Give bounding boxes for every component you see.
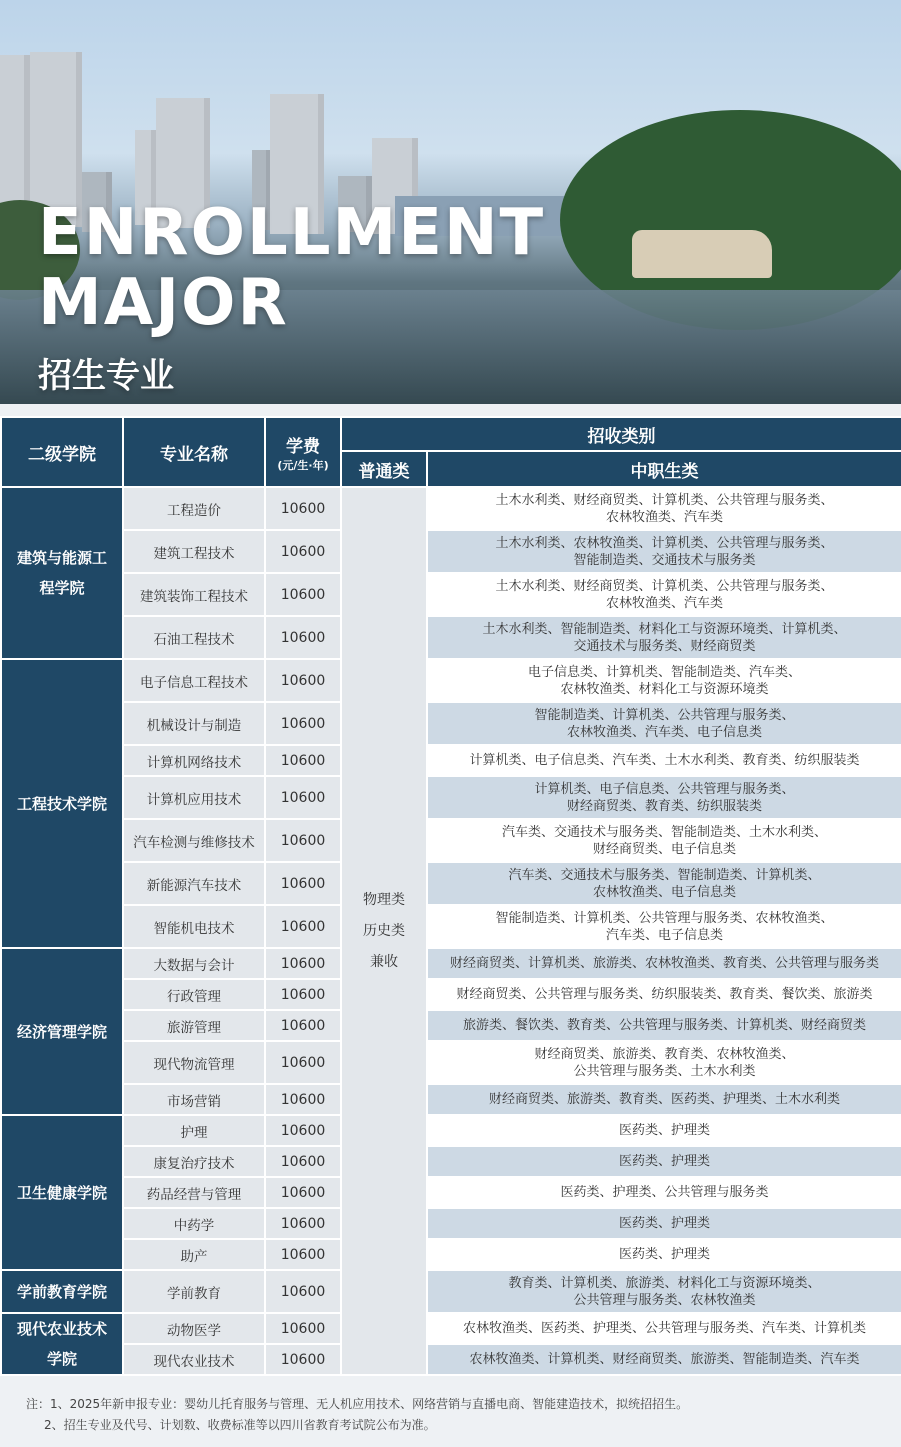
stone-monument — [632, 230, 772, 278]
vocational-categories — [427, 862, 901, 905]
major-name: 药品经营与管理 — [123, 1177, 265, 1208]
header-vocational: 中职生类 — [427, 451, 901, 487]
major-name: 电子信息工程技术 — [123, 659, 265, 702]
major-name: 现代物流管理 — [123, 1041, 265, 1084]
college-name: 学前教育学院 — [1, 1270, 123, 1313]
vocational-line: 土木水利类、农林牧渔类、计算机类、公共管理与服务类、 — [495, 535, 834, 551]
tuition-fee: 10600 — [265, 948, 341, 979]
table-row — [1, 905, 901, 948]
college-name-line: 学院 — [46, 1350, 77, 1368]
table-row — [1, 1344, 901, 1375]
note-line-1: 注：1、2025年新申报专业：婴幼儿托育服务与管理、无人机应用技术、网络营销与直播电商、智能建造技术，拟统招招生。 — [26, 1397, 689, 1411]
vocational-line: 计算机类、电子信息类、汽车类、土木水利类、教育类、纺织服装类 — [469, 753, 860, 768]
vocational-line: 农林牧渔类、计算机类、财经商贸类、旅游类、智能制造类、汽车类 — [469, 1352, 860, 1367]
tuition-fee: 10600 — [265, 573, 341, 616]
table-row — [1, 616, 901, 659]
general-category-item: 物理类 — [363, 891, 405, 908]
header-fee — [265, 417, 341, 487]
vocational-line: 农林牧渔类、材料化工与资源环境类 — [560, 681, 769, 697]
title-chinese: 招生专业 — [38, 356, 174, 396]
vocational-categories — [427, 1177, 901, 1208]
major-name: 市场营销 — [123, 1084, 265, 1115]
tuition-fee: 10600 — [265, 659, 341, 702]
major-name: 计算机网络技术 — [123, 745, 265, 776]
vocational-line: 医药类、护理类 — [618, 1123, 710, 1138]
tuition-fee: 10600 — [265, 530, 341, 573]
vocational-line: 土木水利类、智能制造类、材料化工与资源环境类、计算机类、 — [482, 621, 847, 637]
vocational-line: 财经商贸类、旅游类、教育类、农林牧渔类、 — [534, 1046, 795, 1062]
general-category-item: 兼收 — [370, 953, 398, 970]
major-name: 汽车检测与维修技术 — [123, 819, 265, 862]
table-row — [1, 487, 901, 530]
college-name: 卫生健康学院 — [1, 1115, 123, 1270]
vocational-line: 土木水利类、财经商贸类、计算机类、公共管理与服务类、 — [495, 578, 834, 594]
major-name: 现代农业技术 — [123, 1344, 265, 1375]
vocational-line: 智能制造类、计算机类、公共管理与服务类、 — [534, 707, 795, 723]
table-row — [1, 776, 901, 819]
table-row — [1, 745, 901, 776]
vocational-line: 医药类、护理类 — [618, 1247, 710, 1262]
header-fee-label: 学费 — [286, 436, 320, 457]
vocational-line: 计算机类、电子信息类、公共管理与服务类、 — [534, 781, 795, 797]
table-row — [1, 819, 901, 862]
general-category-item: 历史类 — [363, 922, 405, 939]
college-name — [1, 487, 123, 659]
major-name: 学前教育 — [123, 1270, 265, 1313]
tuition-fee: 10600 — [265, 1177, 341, 1208]
vocational-categories — [427, 1270, 901, 1313]
vocational-line: 土木水利类、财经商贸类、计算机类、公共管理与服务类、 — [495, 492, 834, 508]
major-name: 旅游管理 — [123, 1010, 265, 1041]
banner-photo — [0, 0, 901, 404]
vocational-categories — [427, 616, 901, 659]
vocational-categories — [427, 659, 901, 702]
vocational-line: 汽车类、交通技术与服务类、智能制造类、土木水利类、 — [501, 824, 827, 840]
vocational-categories — [427, 1084, 901, 1115]
major-name: 中药学 — [123, 1208, 265, 1239]
table-row — [1, 1313, 901, 1344]
general-category-cell — [341, 487, 427, 1375]
vocational-categories — [427, 573, 901, 616]
vocational-categories — [427, 1208, 901, 1239]
tuition-fee: 10600 — [265, 905, 341, 948]
vocational-line: 电子信息类、计算机类、智能制造类、汽车类、 — [527, 664, 801, 680]
college-name: 经济管理学院 — [1, 948, 123, 1115]
vocational-line: 农林牧渔类、医药类、护理类、公共管理与服务类、汽车类、计算机类 — [462, 1321, 866, 1336]
vocational-categories — [427, 1313, 901, 1344]
vocational-categories — [427, 745, 901, 776]
vocational-line: 旅游类、餐饮类、教育类、公共管理与服务类、计算机类、财经商贸类 — [462, 1018, 866, 1033]
table-row — [1, 979, 901, 1010]
header-category: 招收类别 — [341, 417, 901, 451]
title-en-line1: ENROLLMENT — [38, 196, 546, 270]
table-row — [1, 702, 901, 745]
tuition-fee: 10600 — [265, 1313, 341, 1344]
vocational-line: 财经商贸类、公共管理与服务类、纺织服装类、教育类、餐饮类、旅游类 — [456, 987, 873, 1002]
title-english — [38, 198, 545, 338]
header-general: 普通类 — [341, 451, 427, 487]
major-name: 智能机电技术 — [123, 905, 265, 948]
major-name: 工程造价 — [123, 487, 265, 530]
major-name: 新能源汽车技术 — [123, 862, 265, 905]
header-major: 专业名称 — [123, 417, 265, 487]
major-name: 石油工程技术 — [123, 616, 265, 659]
table-row — [1, 1146, 901, 1177]
vocational-categories — [427, 979, 901, 1010]
title-en-line2: MAJOR — [38, 266, 289, 340]
tuition-fee: 10600 — [265, 1344, 341, 1375]
table-row — [1, 530, 901, 573]
table-row — [1, 1084, 901, 1115]
vocational-categories — [427, 819, 901, 862]
tuition-fee: 10600 — [265, 616, 341, 659]
table-row — [1, 1041, 901, 1084]
tuition-fee: 10600 — [265, 776, 341, 819]
vocational-categories — [427, 1239, 901, 1270]
table-row — [1, 1177, 901, 1208]
table-row — [1, 1270, 901, 1313]
vocational-categories — [427, 487, 901, 530]
vocational-line: 财经商贸类、计算机类、旅游类、农林牧渔类、教育类、公共管理与服务类 — [449, 956, 879, 971]
vocational-line: 财经商贸类、旅游类、教育类、医药类、护理类、土木水利类 — [488, 1092, 840, 1107]
vocational-categories — [427, 1041, 901, 1084]
major-name: 大数据与会计 — [123, 948, 265, 979]
table-row — [1, 948, 901, 979]
header-college: 二级学院 — [1, 417, 123, 487]
major-name: 助产 — [123, 1239, 265, 1270]
major-name: 动物医学 — [123, 1313, 265, 1344]
vocational-categories — [427, 702, 901, 745]
tuition-fee: 10600 — [265, 819, 341, 862]
tuition-fee: 10600 — [265, 487, 341, 530]
vocational-line: 医药类、护理类 — [618, 1154, 710, 1169]
vocational-categories — [427, 1115, 901, 1146]
college-name: 工程技术学院 — [1, 659, 123, 948]
vocational-line: 农林牧渔类、汽车类 — [605, 509, 723, 525]
table-body — [1, 487, 901, 1375]
vocational-line: 医药类、护理类 — [618, 1216, 710, 1231]
table-row — [1, 659, 901, 702]
vocational-line: 教育类、计算机类、旅游类、材料化工与资源环境类、 — [508, 1275, 821, 1291]
vocational-line: 医药类、护理类、公共管理与服务类 — [560, 1185, 769, 1200]
tuition-fee: 10600 — [265, 979, 341, 1010]
vocational-line: 农林牧渔类、电子信息类 — [592, 884, 736, 900]
college-name-text: 建筑与能源工程学院 — [16, 549, 107, 597]
notes — [26, 1394, 688, 1436]
tuition-fee: 10600 — [265, 1146, 341, 1177]
tuition-fee: 10600 — [265, 1270, 341, 1313]
table-row — [1, 862, 901, 905]
vocational-line: 财经商贸类、电子信息类 — [592, 841, 736, 857]
college-name-line: 现代农业技术 — [16, 1320, 107, 1338]
tuition-fee: 10600 — [265, 745, 341, 776]
vocational-categories — [427, 530, 901, 573]
major-name: 康复治疗技术 — [123, 1146, 265, 1177]
tuition-fee: 10600 — [265, 862, 341, 905]
vocational-categories — [427, 1146, 901, 1177]
vocational-categories — [427, 905, 901, 948]
vocational-categories — [427, 776, 901, 819]
table-row — [1, 573, 901, 616]
note-line-2: 2、招生专业及代号、计划数、收费标准等以四川省教育考试院公布为准。 — [44, 1418, 436, 1432]
tuition-fee: 10600 — [265, 1084, 341, 1115]
college-name — [1, 1313, 123, 1375]
header-fee-unit: (元/生·年) — [277, 458, 329, 472]
vocational-line: 财经商贸类、教育类、纺织服装类 — [566, 798, 762, 814]
major-name: 建筑工程技术 — [123, 530, 265, 573]
tuition-fee: 10600 — [265, 1239, 341, 1270]
vocational-line: 汽车类、交通技术与服务类、智能制造类、计算机类、 — [508, 867, 821, 883]
major-name: 计算机应用技术 — [123, 776, 265, 819]
vocational-line: 智能制造类、交通技术与服务类 — [573, 552, 756, 568]
major-name: 护理 — [123, 1115, 265, 1146]
vocational-line: 交通技术与服务类、财经商贸类 — [573, 638, 756, 654]
majors-table — [0, 416, 901, 1376]
tuition-fee: 10600 — [265, 1208, 341, 1239]
major-name: 机械设计与制造 — [123, 702, 265, 745]
vocational-line: 农林牧渔类、汽车类 — [605, 595, 723, 611]
vocational-line: 公共管理与服务类、农林牧渔类 — [573, 1292, 756, 1308]
table-row — [1, 1239, 901, 1270]
vocational-line: 汽车类、电子信息类 — [605, 927, 723, 943]
vocational-categories — [427, 1010, 901, 1041]
vocational-categories — [427, 1344, 901, 1375]
major-name: 建筑装饰工程技术 — [123, 573, 265, 616]
vocational-line: 农林牧渔类、汽车类、电子信息类 — [566, 724, 762, 740]
table-row — [1, 1115, 901, 1146]
tuition-fee: 10600 — [265, 1115, 341, 1146]
tuition-fee: 10600 — [265, 1010, 341, 1041]
major-name: 行政管理 — [123, 979, 265, 1010]
tuition-fee: 10600 — [265, 1041, 341, 1084]
tuition-fee: 10600 — [265, 702, 341, 745]
table-row — [1, 1208, 901, 1239]
table-row — [1, 1010, 901, 1041]
vocational-line: 智能制造类、计算机类、公共管理与服务类、农林牧渔类、 — [495, 910, 834, 926]
vocational-categories — [427, 948, 901, 979]
vocational-line: 公共管理与服务类、土木水利类 — [573, 1063, 756, 1079]
